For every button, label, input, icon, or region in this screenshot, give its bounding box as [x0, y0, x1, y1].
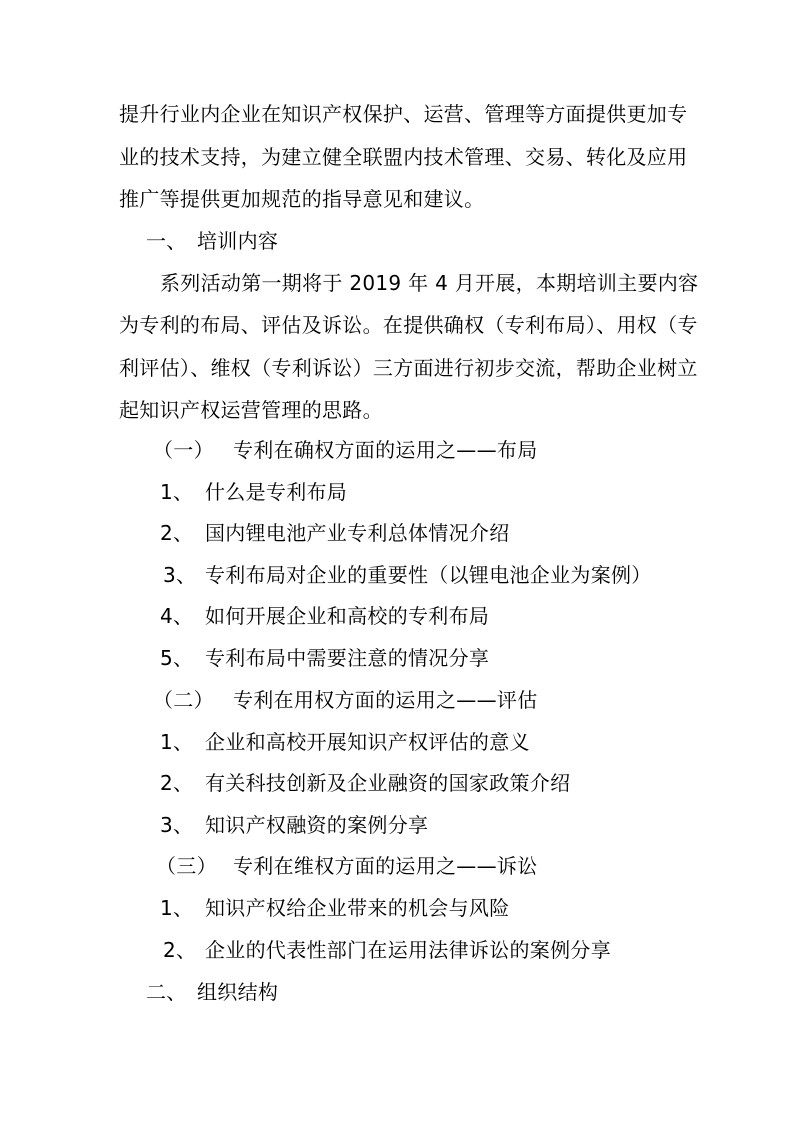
intro-line-2: 业的技术支持，为建立健全联盟内技术管理、交易、转化及应用 — [119, 145, 688, 169]
list-item-number: 4、 — [160, 604, 194, 628]
list-item-text: 有关科技创新及企业融资的国家政策介绍 — [205, 771, 571, 795]
body-line-4: 起知识产权运营管理的思路。 — [119, 398, 383, 422]
body-line-1: 系列活动第一期将于 2019 年 4 月开展，本期培训主要内容 — [160, 271, 699, 295]
list-item-text: 专利布局对企业的重要性（以锂电池企业为案例） — [205, 563, 652, 587]
section-title: 组织结构 — [197, 980, 279, 1004]
subsection-number: （三） — [156, 854, 217, 878]
list-item-number: 1、 — [160, 730, 194, 754]
list-item-number: 1、 — [160, 480, 194, 504]
list-item-number: 2、 — [163, 938, 197, 962]
subsection-title: 专利在维权方面的运用之——诉讼 — [233, 854, 538, 878]
list-item-number: 1、 — [160, 896, 194, 920]
subsection-number: （二） — [153, 688, 214, 712]
list-item-text: 如何开展企业和高校的专利布局 — [205, 604, 490, 628]
list-item-text: 知识产权融资的案例分享 — [205, 813, 429, 837]
intro-line-3: 推广等提供更加规范的指导意见和建议。 — [119, 187, 485, 211]
body-line-3: 利评估）、维权（专利诉讼）三方面进行初步交流，帮助企业树立 — [119, 356, 698, 380]
section-number: 二、 — [146, 980, 187, 1004]
section-number: 一、 — [146, 229, 187, 253]
section-title: 培训内容 — [197, 229, 279, 253]
subsection-number: （一） — [153, 438, 214, 462]
list-item-text: 企业的代表性部门在运用法律诉讼的案例分享 — [205, 938, 611, 962]
intro-line-1: 提升行业内企业在知识产权保护、运营、管理等方面提供更加专 — [119, 102, 688, 126]
list-item-text: 专利布局中需要注意的情况分享 — [205, 646, 490, 670]
list-item-text: 企业和高校开展知识产权评估的意义 — [205, 730, 530, 754]
list-item-text: 知识产权给企业带来的机会与风险 — [205, 896, 510, 920]
list-item-number: 3、 — [160, 813, 194, 837]
subsection-title: 专利在用权方面的运用之——评估 — [233, 688, 538, 712]
subsection-title: 专利在确权方面的运用之——布局 — [233, 438, 538, 462]
list-item-text: 什么是专利布局 — [205, 480, 348, 504]
body-line-2: 为专利的布局、评估及诉讼。在提供确权（专利布局）、用权（专 — [119, 313, 698, 337]
list-item-number: 2、 — [160, 771, 194, 795]
list-item-text: 国内锂电池产业专利总体情况介绍 — [205, 521, 510, 545]
list-item-number: 2、 — [160, 521, 194, 545]
list-item-number: 3、 — [163, 563, 197, 587]
list-item-number: 5、 — [160, 646, 194, 670]
